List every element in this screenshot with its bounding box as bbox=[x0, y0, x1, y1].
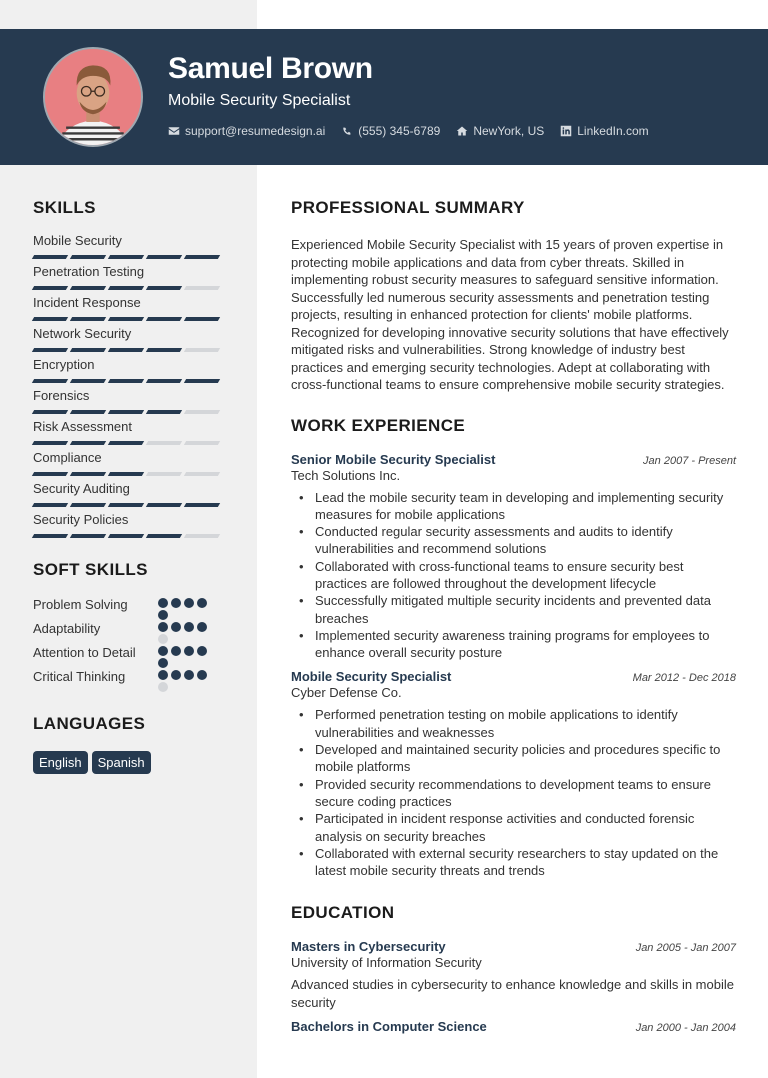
job-dates: Mar 2012 - Dec 2018 bbox=[632, 672, 736, 685]
skill-level-bars bbox=[33, 348, 233, 352]
skill-level-segment bbox=[70, 255, 106, 259]
skill-level-segment bbox=[146, 410, 182, 414]
level-dot-icon bbox=[171, 622, 181, 632]
job-bullet: • Successfully mitigated multiple security incidents and prevented data breaches bbox=[299, 592, 736, 627]
skill-level-segment bbox=[184, 255, 220, 259]
skill-item bbox=[33, 419, 233, 445]
job-bullet: • Provided security recommendations to development teams to ensure secure coding practices bbox=[299, 776, 736, 811]
skill-level-bars bbox=[33, 503, 233, 507]
skill-name: Penetration Testing bbox=[33, 264, 145, 279]
job-bullets bbox=[291, 706, 736, 879]
skill-level-segment bbox=[184, 317, 220, 321]
skill-item bbox=[33, 388, 233, 414]
skill-level-segment bbox=[146, 534, 182, 538]
job-bullet: • Collaborated with external security researchers to stay updated on the latest mobile security threats and trends bbox=[299, 845, 736, 880]
skill-level-segment bbox=[70, 348, 106, 352]
skills-list bbox=[33, 233, 233, 538]
education-list bbox=[291, 939, 736, 1034]
contact-bar bbox=[168, 124, 649, 138]
level-dot-icon bbox=[197, 646, 207, 656]
skill-level-segment bbox=[184, 503, 220, 507]
education-dates: Jan 2000 - Jan 2004 bbox=[635, 1022, 736, 1035]
level-dot-icon bbox=[158, 682, 168, 692]
skill-level-bars bbox=[33, 317, 233, 321]
soft-skill-level-dots bbox=[158, 646, 210, 668]
level-dot-icon bbox=[158, 622, 168, 632]
avatar-illustration-icon bbox=[45, 49, 141, 145]
soft-skill-item bbox=[33, 668, 233, 692]
degree-title: Masters in Cybersecurity bbox=[291, 939, 446, 955]
skill-level-segment bbox=[146, 255, 182, 259]
soft-skill-item bbox=[33, 644, 233, 668]
job-title: Senior Mobile Security Specialist bbox=[291, 451, 496, 467]
skill-level-segment bbox=[70, 503, 106, 507]
soft-skill-item bbox=[33, 596, 233, 620]
contact-location-text: NewYork, US bbox=[473, 124, 545, 138]
soft-skill-level-dots bbox=[158, 622, 210, 644]
contact-linkedin-text: LinkedIn.com bbox=[577, 124, 649, 138]
language-badge: Spanish bbox=[92, 751, 151, 774]
contact-phone[interactable] bbox=[341, 124, 440, 138]
summary-text: Experienced Mobile Security Specialist with 15 years of proven expertise in protecting mobile applications and data from cyber threats. Skilled in implementing robust security measures to safeguard sensitive information. Successfully led numerous security assessments and penetration testing projects, resulting in enhanced protection for clients' mobile platforms. Recognized for developing innovative security solutions that have effectively mitigated risks and vulnerabilities. Strong knowledge of industry best practices and emerging security technologies. Adept at collaborating with cross-functional teams to ensure comprehensive mobile security strategies. bbox=[291, 237, 729, 392]
skill-level-segment bbox=[108, 410, 144, 414]
languages-list bbox=[33, 751, 233, 774]
contact-email[interactable] bbox=[168, 124, 325, 138]
skill-item bbox=[33, 357, 233, 383]
home-icon bbox=[456, 125, 468, 137]
skill-level-segment bbox=[70, 534, 106, 538]
contact-linkedin[interactable] bbox=[560, 124, 648, 138]
skill-name: Incident Response bbox=[33, 295, 141, 310]
skill-level-segment bbox=[32, 348, 68, 352]
skill-item bbox=[33, 233, 233, 259]
soft-skill-level-dots bbox=[158, 670, 210, 692]
skill-level-segment bbox=[32, 503, 68, 507]
skill-level-segment bbox=[184, 534, 220, 538]
level-dot-icon bbox=[184, 646, 194, 656]
phone-icon bbox=[341, 125, 353, 137]
profile-photo bbox=[43, 47, 143, 147]
job-company: Tech Solutions Inc. bbox=[291, 467, 401, 483]
level-dot-icon bbox=[184, 622, 194, 632]
job-company: Cyber Defense Co. bbox=[291, 685, 402, 701]
level-dot-icon bbox=[184, 598, 194, 608]
skill-level-segment bbox=[146, 348, 182, 352]
work-experience-heading: WORK EXPERIENCE bbox=[291, 415, 466, 435]
soft-skill-name: Problem Solving bbox=[33, 597, 128, 612]
skill-level-segment bbox=[70, 317, 106, 321]
skill-level-segment bbox=[108, 441, 144, 445]
skill-level-segment bbox=[32, 255, 68, 259]
skill-item bbox=[33, 264, 233, 290]
skill-name: Encryption bbox=[33, 357, 95, 372]
soft-skill-level-dots bbox=[158, 598, 210, 620]
level-dot-icon bbox=[158, 670, 168, 680]
skill-level-segment bbox=[70, 472, 106, 476]
skill-level-bars bbox=[33, 286, 233, 290]
candidate-title: Mobile Security Specialist bbox=[168, 92, 351, 109]
skill-level-segment bbox=[70, 379, 106, 383]
level-dot-icon bbox=[197, 622, 207, 632]
education-entry bbox=[291, 939, 736, 1011]
skill-name: Forensics bbox=[33, 388, 90, 403]
level-dot-icon bbox=[158, 598, 168, 608]
skill-name: Compliance bbox=[33, 450, 102, 465]
skill-level-segment bbox=[184, 286, 220, 290]
skill-item bbox=[33, 512, 233, 538]
skill-item bbox=[33, 450, 233, 476]
skill-level-segment bbox=[146, 317, 182, 321]
language-badge: English bbox=[33, 751, 88, 774]
job-bullet: • Collaborated with cross-functional teams to ensure security best practices are followed throughout the development lifecycle bbox=[299, 558, 736, 593]
skill-item bbox=[33, 481, 233, 507]
skill-item bbox=[33, 326, 233, 352]
main-content bbox=[291, 198, 736, 1034]
soft-skill-name: Adaptability bbox=[33, 621, 101, 636]
job-bullet: • Lead the mobile security team in developing and implementing security measures for mobile applications bbox=[299, 489, 736, 524]
skill-level-bars bbox=[33, 410, 233, 414]
skill-name: Mobile Security bbox=[33, 233, 122, 248]
level-dot-icon bbox=[171, 598, 181, 608]
education-description: Advanced studies in cybersecurity to enhance knowledge and skills in mobile security bbox=[291, 977, 734, 1010]
job-bullet: • Participated in incident response activities and conducted forensic analysis on security breaches bbox=[299, 810, 736, 845]
skill-level-segment bbox=[108, 472, 144, 476]
job-dates: Jan 2007 - Present bbox=[643, 454, 736, 467]
skill-level-segment bbox=[108, 503, 144, 507]
skill-level-segment bbox=[32, 441, 68, 445]
candidate-name: Samuel Brown bbox=[168, 52, 373, 85]
skill-name: Security Policies bbox=[33, 512, 129, 527]
skill-name: Network Security bbox=[33, 326, 132, 341]
education-entry bbox=[291, 1019, 736, 1034]
education-heading: EDUCATION bbox=[291, 903, 395, 923]
skill-item bbox=[33, 295, 233, 321]
skill-level-segment bbox=[146, 503, 182, 507]
job-bullet: • Performed penetration testing on mobile applications to identify vulnerabilities and weaknesses bbox=[299, 706, 736, 741]
jobs-list bbox=[291, 452, 736, 880]
degree-title: Bachelors in Computer Science bbox=[291, 1019, 487, 1035]
skill-level-segment bbox=[32, 379, 68, 383]
skill-level-segment bbox=[70, 286, 106, 290]
skill-level-segment bbox=[108, 317, 144, 321]
education-header bbox=[291, 1019, 736, 1034]
skill-level-bars bbox=[33, 472, 233, 476]
soft-skill-item bbox=[33, 620, 233, 644]
level-dot-icon bbox=[158, 658, 168, 668]
job-bullet: • Implemented security awareness training programs for employees to enhance overall security posture bbox=[299, 627, 736, 662]
contact-email-text: support@resumedesign.ai bbox=[185, 124, 326, 138]
skill-level-segment bbox=[146, 472, 182, 476]
education-header bbox=[291, 939, 736, 954]
level-dot-icon bbox=[184, 670, 194, 680]
level-dot-icon bbox=[171, 646, 181, 656]
summary-heading: PROFESSIONAL SUMMARY bbox=[291, 198, 525, 217]
skill-level-bars bbox=[33, 441, 233, 445]
level-dot-icon bbox=[197, 670, 207, 680]
job-header bbox=[291, 452, 736, 467]
skill-level-segment bbox=[146, 379, 182, 383]
school-name: University of Information Security bbox=[291, 955, 482, 971]
skill-level-bars bbox=[33, 379, 233, 383]
soft-skills-heading: SOFT SKILLS bbox=[33, 560, 148, 579]
contact-location bbox=[456, 124, 544, 138]
skill-name: Risk Assessment bbox=[33, 419, 132, 434]
linkedin-icon bbox=[560, 125, 572, 137]
level-dot-icon bbox=[171, 670, 181, 680]
job-header bbox=[291, 669, 736, 684]
soft-skills-list bbox=[33, 596, 233, 692]
skill-level-segment bbox=[184, 348, 220, 352]
skill-level-segment bbox=[108, 534, 144, 538]
skill-level-segment bbox=[70, 410, 106, 414]
skill-level-segment bbox=[184, 410, 220, 414]
skill-level-segment bbox=[108, 379, 144, 383]
sidebar bbox=[33, 198, 233, 774]
job-entry bbox=[291, 669, 736, 879]
skills-heading: SKILLS bbox=[33, 198, 96, 217]
envelope-icon bbox=[168, 125, 180, 137]
level-dot-icon bbox=[158, 610, 168, 620]
skill-level-segment bbox=[32, 410, 68, 414]
level-dot-icon bbox=[197, 598, 207, 608]
job-bullet: • Conducted regular security assessments and audits to identify vulnerabilities and recommend solutions bbox=[299, 523, 736, 558]
job-title: Mobile Security Specialist bbox=[291, 669, 452, 685]
education-dates: Jan 2005 - Jan 2007 bbox=[635, 942, 736, 955]
skill-level-segment bbox=[184, 472, 220, 476]
job-bullet: • Developed and maintained security policies and procedures specific to mobile platforms bbox=[299, 741, 736, 776]
soft-skill-name: Critical Thinking bbox=[33, 669, 126, 684]
soft-skill-name: Attention to Detail bbox=[33, 645, 136, 660]
job-bullets bbox=[291, 489, 736, 662]
skill-level-segment bbox=[184, 379, 220, 383]
skill-level-segment bbox=[32, 286, 68, 290]
skill-level-segment bbox=[70, 441, 106, 445]
skill-level-bars bbox=[33, 255, 233, 259]
skill-level-segment bbox=[108, 255, 144, 259]
skill-level-segment bbox=[146, 441, 182, 445]
contact-phone-text: (555) 345-6789 bbox=[358, 124, 441, 138]
skill-level-bars bbox=[33, 534, 233, 538]
skill-level-segment bbox=[32, 534, 68, 538]
skill-level-segment bbox=[184, 441, 220, 445]
level-dot-icon bbox=[158, 646, 168, 656]
job-entry bbox=[291, 452, 736, 662]
skill-name: Security Auditing bbox=[33, 481, 130, 496]
skill-level-segment bbox=[146, 286, 182, 290]
skill-level-segment bbox=[108, 348, 144, 352]
skill-level-segment bbox=[32, 317, 68, 321]
skill-level-segment bbox=[32, 472, 68, 476]
languages-heading: LANGUAGES bbox=[33, 714, 146, 733]
skill-level-segment bbox=[108, 286, 144, 290]
level-dot-icon bbox=[158, 634, 168, 644]
